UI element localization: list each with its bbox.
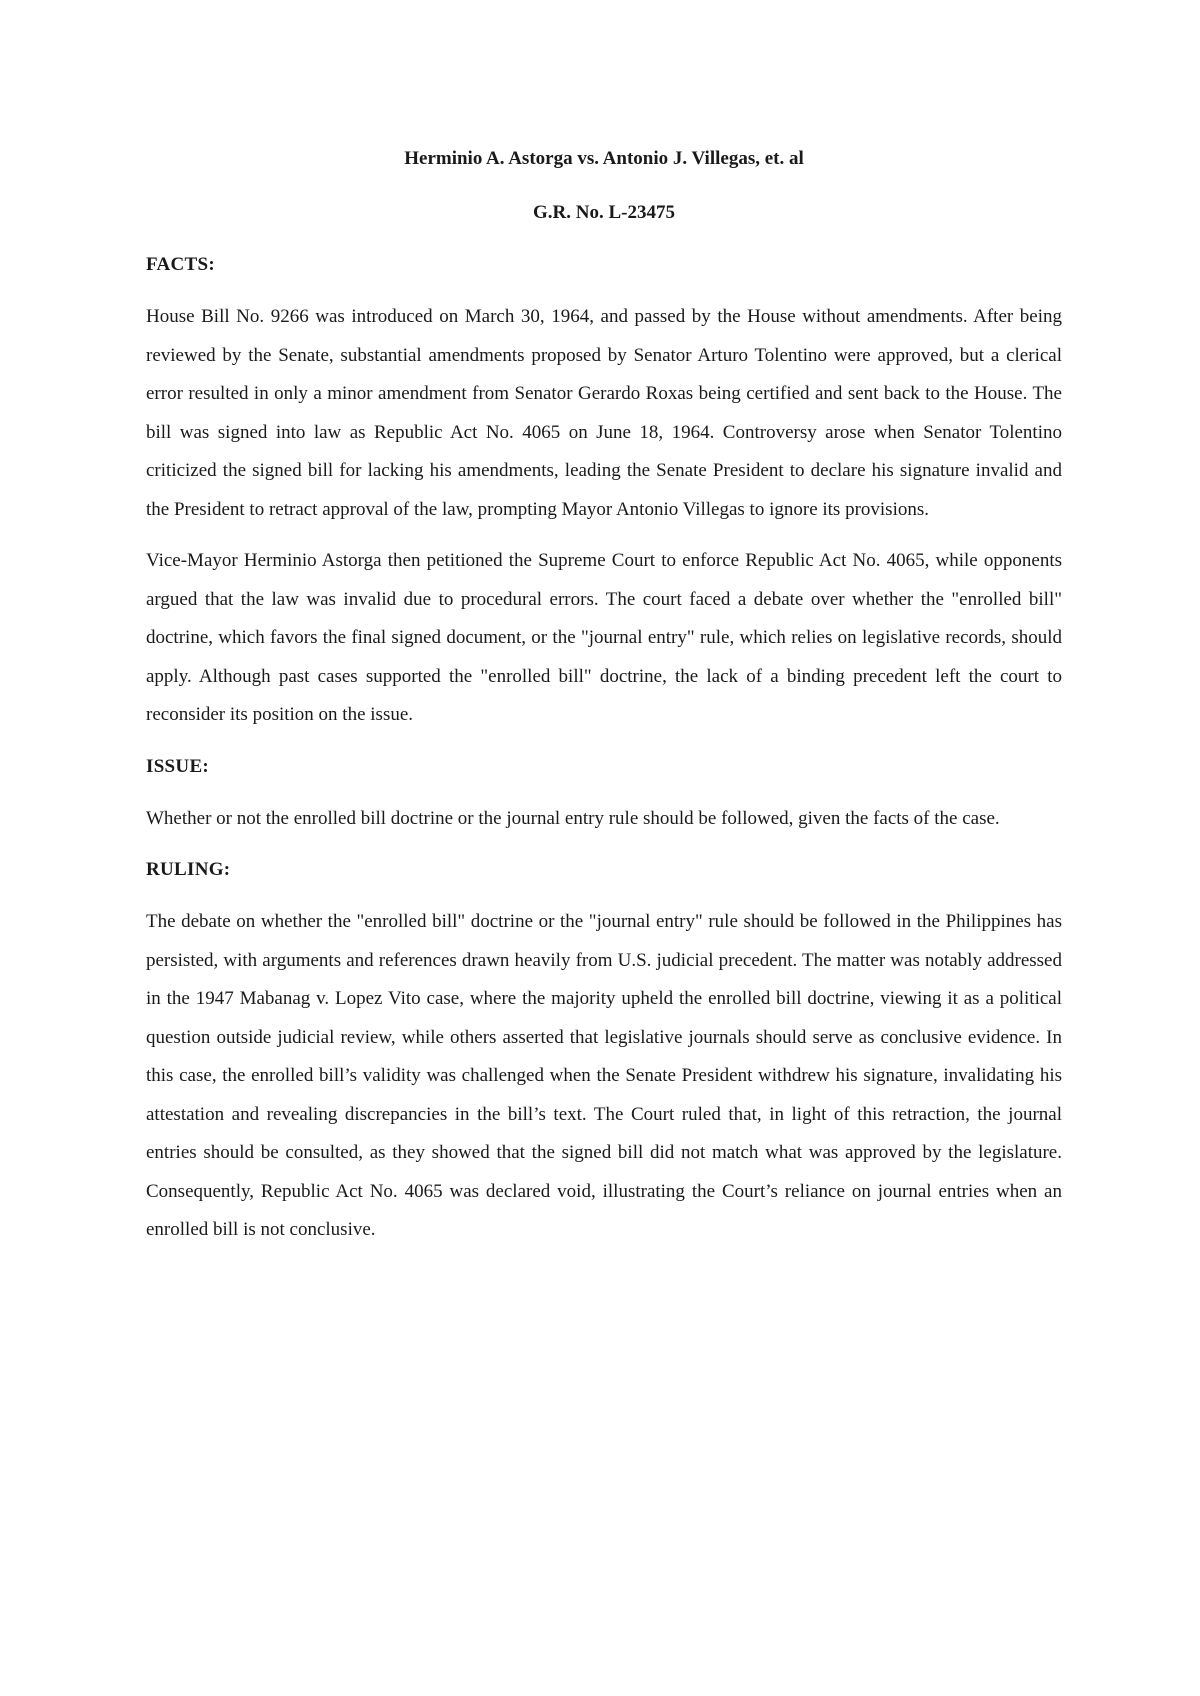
document-page bbox=[146, 140, 1062, 1263]
case-title: Herminio A. Astorga vs. Antonio J. Villegas, et. al bbox=[404, 148, 804, 169]
ruling-heading: RULING: bbox=[146, 859, 231, 880]
ruling-paragraph: The debate on whether the "enrolled bill" doctrine or the "journal entry" rule should be followed in the Philippines has persisted, with arguments and references drawn heavily from U.S. judicial precedent. The matter was notably addressed in the 1947 Mabanag v. Lopez Vito case, where the majority upheld the enrolled bill doctrine, viewing it as a political question outside judicial review, while others asserted that legislative journals should serve as conclusive evidence. In this case, the enrolled bill’s validity was challenged when the Senate President withdrew his signature, invalidating his attestation and revealing discrepancies in the bill’s text. The Court ruled that, in light of this retraction, the journal entries should be consulted, as they showed that the signed bill did not match what was approved by the legislature. Consequently, Republic Act No. 4065 was declared void, illustrating the Court’s reliance on journal entries when an enrolled bill is not conclusive. bbox=[146, 911, 1062, 1240]
issue-heading: ISSUE: bbox=[146, 755, 210, 777]
case-number: G.R. No. L-23475 bbox=[533, 202, 675, 223]
facts-paragraph-1: House Bill No. 9266 was introduced on March 30, 1964, and passed by the House without amendments. After being reviewed by the Senate, substantial amendments proposed by Senator Arturo Tolentino were approved, but a clerical error resulted in only a minor amendment from Senator Gerardo Roxas being certified and sent back to the House. The bill was signed into law as Republic Act No. 4065 on June 18, 1964. Controversy arose when Senator Tolentino criticized the signed bill for lacking his amendments, leading the Senate President to declare his signature invalid and the President to retract approval of the law, prompting Mayor Antonio Villegas to ignore its provisions. bbox=[146, 306, 1062, 520]
facts-heading: FACTS: bbox=[146, 254, 216, 275]
issue-paragraph: Whether or not the enrolled bill doctrine or the journal entry rule should be followed, given the facts of the case. bbox=[146, 807, 1000, 829]
facts-paragraph-2: Vice-Mayor Herminio Astorga then petitioned the Supreme Court to enforce Republic Act No. 4065, while opponents argued that the law was invalid due to procedural errors. The court faced a debate over whether the "enrolled bill" doctrine, which favors the final signed document, or the "journal entry" rule, which relies on legislative records, should apply. Although past cases supported the "enrolled bill" doctrine, the lack of a binding precedent left the court to reconsider its position on the issue. bbox=[146, 550, 1062, 725]
